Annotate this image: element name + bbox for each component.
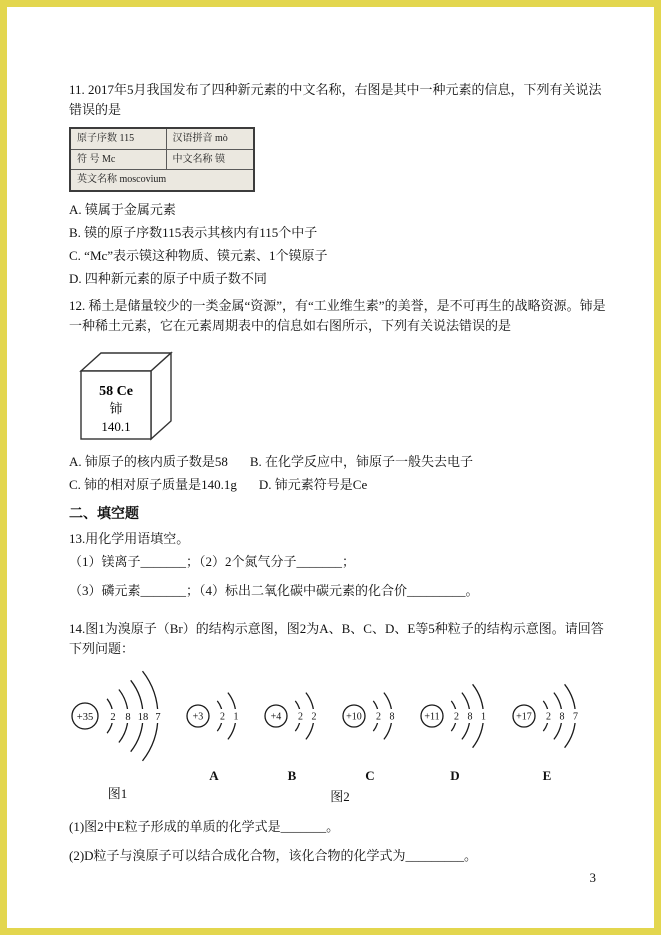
q12-option-b: B. 在化学反应中，铈原子一般失去电子 xyxy=(249,453,474,469)
svg-text:7: 7 xyxy=(155,712,161,724)
svg-text:18: 18 xyxy=(137,712,149,724)
section-fill-in-blanks-title: 二、填空题 xyxy=(69,507,139,523)
svg-text:7: 7 xyxy=(573,712,578,724)
svg-text:+3: +3 xyxy=(192,712,204,724)
diagram-letter: E xyxy=(542,768,552,784)
atom-structure-diagram xyxy=(510,669,584,763)
card-row xyxy=(70,170,254,191)
q11-stem: 11. 2017年5月我国发布了四种新元素的中文名称，右图是其中一种元素的信息，下列有关说法错误的是 xyxy=(69,82,602,118)
atom-diagram-d xyxy=(418,669,492,804)
svg-text:2: 2 xyxy=(110,712,116,724)
svg-text:8: 8 xyxy=(125,712,131,724)
atom-structure-diagram xyxy=(418,669,492,763)
q13-blanks-line-1: （1）镁离子_______；（2）2个氮气分子_______； xyxy=(69,553,356,569)
card-atomic-number: 原子序数 115 xyxy=(70,128,166,149)
card-chinese-name: 中文名称 镆 xyxy=(166,149,254,170)
q13-stem: 13.用化学用语填空。 xyxy=(69,530,190,546)
q12-stem: 12. 稀土是储量较少的一类金属“资源”，有“工业维生素”的美誉，是不可再生的战略资源。铈是一种稀土元素，它在元素周期表中的信息如右图所示，下列有关说法错误的是 xyxy=(69,298,606,334)
svg-text:+17: +17 xyxy=(516,712,532,724)
atom-structure-diagram xyxy=(184,669,244,763)
svg-text:+4: +4 xyxy=(270,712,282,724)
diagram-letter: B xyxy=(287,768,297,784)
figure-1-label: 图1 xyxy=(107,786,128,802)
q12-option-d: D. 铈元素符号是Ce xyxy=(258,476,368,492)
svg-text:+11: +11 xyxy=(424,712,440,724)
q11-option-d: D. 四种新元素的原子中质子数不同 xyxy=(69,271,267,287)
page-content xyxy=(7,7,654,866)
svg-text:2: 2 xyxy=(298,712,303,724)
atom-diagram-b xyxy=(262,669,350,806)
figure-2-label: 图2 xyxy=(330,788,350,804)
svg-text:1: 1 xyxy=(481,712,486,724)
atom-structure-diagram xyxy=(340,669,400,763)
cube-atomic-mass: 140.1 xyxy=(101,418,131,434)
diagram-letter: C xyxy=(365,768,375,784)
card-row xyxy=(70,149,254,170)
atom-diagram-e xyxy=(510,669,584,804)
card-symbol: 符 号 Mc xyxy=(70,149,166,170)
card-row xyxy=(70,128,254,149)
cube-number-symbol: 58 Ce xyxy=(99,383,133,399)
diagram-letter: D xyxy=(450,768,460,784)
card-pinyin: 汉语拼音 mò xyxy=(166,128,254,149)
q12-options-row-1 xyxy=(69,452,608,472)
svg-text:8: 8 xyxy=(389,712,395,724)
svg-text:2: 2 xyxy=(454,712,459,724)
page-number: 3 xyxy=(589,870,596,885)
q11-option-a: A. 镆属于金属元素 xyxy=(69,201,176,217)
svg-text:+10: +10 xyxy=(346,712,362,724)
q11-option-c: C. “Mc”表示镆这种物质、镆元素、1个镆原子 xyxy=(69,248,328,264)
cube-drawing xyxy=(71,345,179,443)
q12-options-row-2 xyxy=(69,475,608,495)
cube-element-name: 铈 xyxy=(109,400,123,416)
q14-sub-question-1: (1)图2中E粒子形成的单质的化学式是_______。 xyxy=(69,818,340,834)
q14-atomic-diagrams-row xyxy=(69,669,608,806)
q12-option-c: C. 铈的相对原子质量是140.1g xyxy=(69,476,237,492)
atom-structure-diagram xyxy=(69,669,166,763)
atom-structure-diagram xyxy=(262,669,322,763)
svg-text:+35: +35 xyxy=(76,712,94,724)
atom-diagram-br xyxy=(69,669,166,804)
svg-text:2: 2 xyxy=(220,712,225,724)
q14-sub-question-2: (2)D粒子与溴原子可以结合成化合物，该化合物的化学式为_________。 xyxy=(69,847,478,863)
q11-option-b: B. 镆的原子序数115表示其核内有115个中子 xyxy=(69,224,318,240)
atom-diagram-a xyxy=(184,669,244,804)
svg-text:2: 2 xyxy=(311,712,317,724)
q11-element-info-card xyxy=(69,127,255,192)
atom-diagram-c xyxy=(340,669,400,804)
diagram-letter: A xyxy=(209,768,219,784)
svg-text:2: 2 xyxy=(376,712,381,724)
card-english-name: 英文名称 moscovium xyxy=(70,170,254,191)
q12-periodic-table-cube xyxy=(71,345,608,449)
svg-text:8: 8 xyxy=(467,712,473,724)
q14-stem: 14.图1为溴原子（Br）的结构示意图，图2为A、B、C、D、E等5种粒子的结构示意图。请回答下列问题： xyxy=(69,621,604,657)
svg-text:8: 8 xyxy=(559,712,565,724)
q12-option-a: A. 铈原子的核内质子数是58 xyxy=(69,453,228,469)
svg-text:2: 2 xyxy=(546,712,551,724)
svg-text:1: 1 xyxy=(233,712,239,724)
q13-blanks-line-2: （3）磷元素_______；（4）标出二氧化碳中碳元素的化合价_________。 xyxy=(69,583,479,599)
